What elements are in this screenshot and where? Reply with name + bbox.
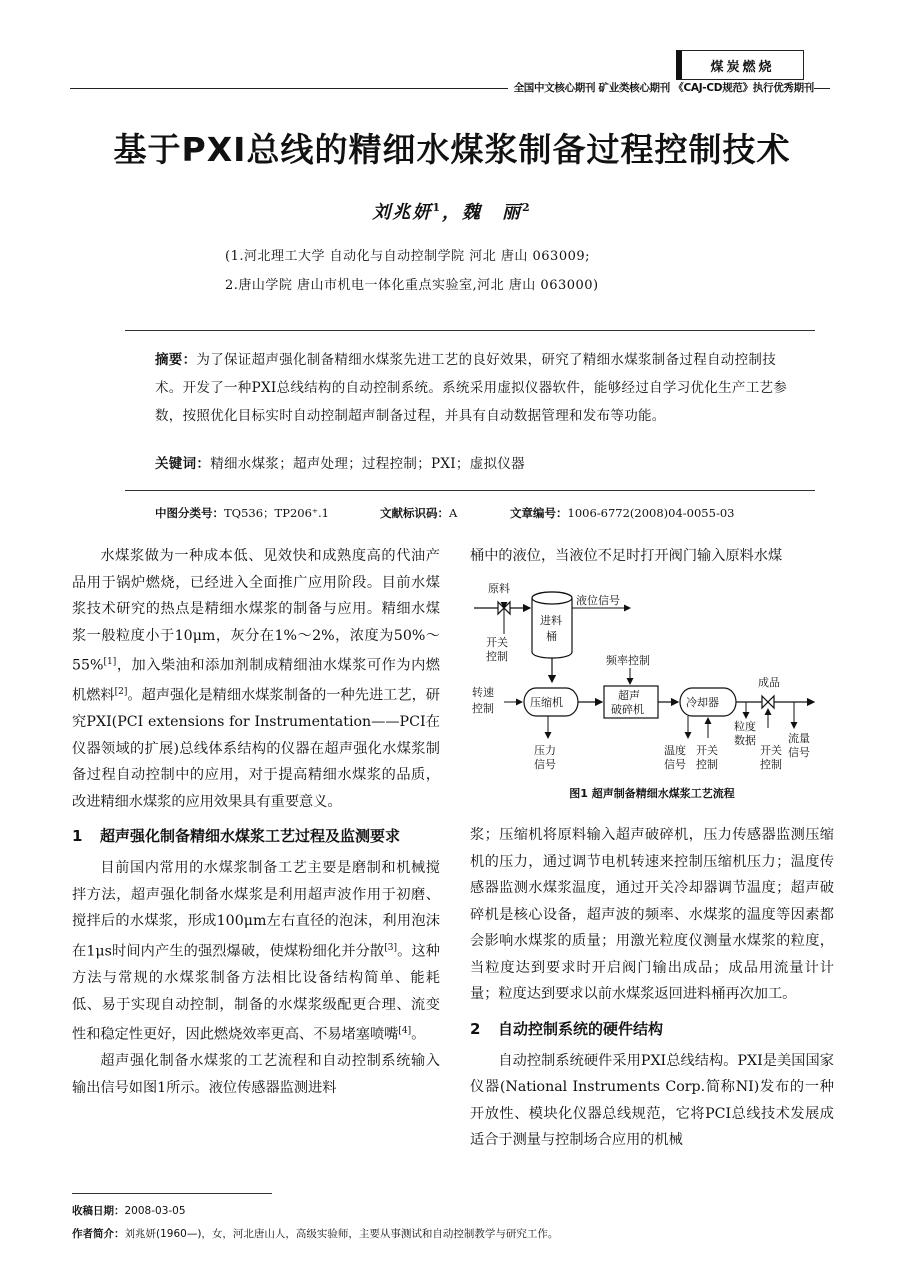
figure-caption: 图1 超声制备精细水煤浆工艺流程: [569, 787, 735, 800]
label-product: 成品: [758, 676, 780, 689]
svg-text:超声: 超声: [618, 689, 640, 702]
svg-text:信号: 信号: [534, 758, 556, 771]
footnote-rule: [72, 1193, 272, 1194]
citation: [3]: [384, 942, 397, 953]
author-bio: 作者简介：刘兆妍(1960—)，女，河北唐山人，高级实验师，主要从事测试和自动控制教学与研究工作。: [72, 1228, 559, 1240]
svg-text:桶: 桶: [546, 630, 557, 643]
svg-text:压缩机: 压缩机: [530, 696, 563, 709]
section-1-paragraph-2: 超声强化制备水煤浆的工艺流程和自动控制系统输入输出信号如图1所示。液位传感器监测进料: [72, 1053, 440, 1096]
keywords-label: 关键词：: [155, 456, 211, 472]
journal-line: 全国中文核心期刊 矿业类核心期刊 《CAJ-CD规范》执行优秀期刊: [508, 80, 814, 95]
svg-text:温度: 温度: [664, 744, 686, 757]
svg-text:破碎机: 破碎机: [611, 703, 644, 716]
svg-text:压力: 压力: [534, 744, 556, 757]
abstract-text: 为了保证超声强化制备精细水煤浆先进工艺的良好效果，研究了精细水煤浆制备过程自动控制技术。开发了一种PXI总线结构的自动控制系统。系统采用虚拟仪器软件，能够经过自学习优化生产工艺参数，按照优化目标实时自动控制超声制备过程，并具有自动数据管理和发布等功能。: [155, 352, 788, 424]
affiliation-2: 2.唐山学院 唐山市机电一体化重点实验室,河北 唐山 063000): [225, 278, 599, 293]
section-2-heading: 2 自动控制系统的硬件结构: [470, 1019, 664, 1038]
label-freq-ctrl: 频率控制: [606, 654, 650, 667]
abstract-label: 摘要：: [155, 352, 197, 368]
clc-code: 中图分类号：TQ536；TP206⁺.1: [155, 506, 329, 520]
left-column: [72, 543, 440, 1101]
citation: [2]: [114, 687, 128, 698]
svg-text:控制: 控制: [486, 650, 508, 663]
keywords-text: 精细水煤浆；超声处理；过程控制；PXI；虚拟仪器: [210, 456, 525, 472]
keywords: [155, 452, 525, 472]
author-2-affil: 2: [522, 201, 532, 214]
svg-text:控制: 控制: [696, 758, 718, 771]
svg-text:控制: 控制: [472, 702, 494, 715]
svg-text:信号: 信号: [664, 758, 686, 771]
process-flow-diagram: [470, 578, 834, 778]
section-1-heading: 1 超声强化制备精细水煤浆工艺过程及监测要求: [72, 827, 401, 846]
right-column: [470, 822, 834, 1154]
author-2: 魏 丽: [462, 202, 522, 223]
label-level-signal: 液位信号: [576, 594, 620, 607]
continued-paragraph: 桶中的液位，当液位不足时打开阀门输入原料水煤: [470, 548, 783, 564]
svg-text:转速: 转速: [472, 686, 494, 699]
article-id: 文章编号：1006-6772(2008)04-0055-03: [510, 506, 735, 520]
section-2-paragraph: 自动控制系统硬件采用PXI总线结构。PXI是美国国家仪器(National Instruments Corp.简称NI)发布的一种开放性、模块化仪器总线规范，它将PCI总线技术发展成适合于测量与控制场合应用的机械: [470, 1052, 834, 1148]
svg-text:信号: 信号: [788, 746, 810, 759]
intro-paragraph: 水煤浆做为一种成本低、见效快和成熟度高的代油产品用于锅炉燃烧，已经进入全面推广应用阶段。目前水煤浆技术研究的热点是精细水煤浆的制备与应用。精细水煤浆一般粒度小于10μm，灰分在1%～2%，浓度为50%～55%[1]，加入柴油和添加剂制成精细油水煤浆可作为内燃机燃料[2]。超声强化是精细水煤浆制备的一种先进工艺，研究PXI(PCI extensions for Instrumentation——PCI在仪器领域的扩展)总线体系结构的仪器在超声强化水煤浆制备过程自动控制中的应用，对于提高精细水煤浆的品质，改进精细水煤浆的应用效果具有重要意义。: [72, 548, 440, 810]
abstract-top-rule: [125, 330, 815, 331]
outlet-valve-icon: [762, 696, 774, 708]
section-tag: 煤炭燃烧: [676, 50, 804, 80]
svg-text:开关: 开关: [696, 744, 718, 757]
affiliation-1: (1.河北理工大学 自动化与自动控制学院 河北 唐山 063009;: [225, 249, 591, 264]
svg-text:冷却器: 冷却器: [686, 696, 719, 709]
author-separator: ，: [442, 202, 462, 223]
author-list: [0, 198, 904, 224]
figure-description-paragraph: 浆；压缩机将原料输入超声破碎机，压力传感器监测压缩机的压力，通过调节电机转速来控制压缩机压力；温度传感器监测水煤浆温度，通过开关冷却器调节温度；超声破碎机是核心设备，超声波的频率、水煤浆的温度等因素都会影响水煤浆的质量；用激光粒度仪测量水煤浆的粒度，当粒度达到要求时开启阀门输出成品；成品用流量计计量；粒度达到要求以前水煤浆返回进料桶再次加工。: [470, 827, 834, 1002]
author-1: 刘兆妍: [372, 202, 433, 223]
author-1-affil: 1: [432, 201, 442, 214]
paper-title: 基于PXI总线的精细水煤浆制备过程控制技术: [113, 130, 791, 169]
label-raw: 原料: [488, 582, 510, 595]
citation: [1]: [103, 657, 117, 667]
abstract-bottom-rule: [125, 490, 815, 491]
abstract: [155, 346, 795, 430]
svg-text:控制: 控制: [760, 758, 782, 771]
right-column-top: [470, 543, 834, 570]
doc-code: 文献标识码：A: [380, 506, 458, 520]
received-date: 收稿日期：2008-03-05: [72, 1205, 186, 1217]
citation: [4]: [398, 1026, 412, 1037]
svg-text:开关: 开关: [486, 636, 508, 649]
svg-text:进料: 进料: [540, 614, 562, 627]
svg-text:数据: 数据: [734, 734, 756, 747]
section-1-paragraph-1: 目前国内常用的水煤浆制备工艺主要是磨制和机械搅拌方法，超声强化制备水煤浆是利用超声波作用于初磨、搅拌后的水煤浆，形成100μm左右直径的泡沫，利用泡沫在1μs时间内产生的强烈爆破，使煤粉细化并分散[3]。这种方法与常规的水煤浆制备方法相比设备结构简单、能耗低、易于实现自动控制，制备的水煤浆级配更合理、流变性和稳定性更好，因此燃烧效率更高、不易堵塞喷嘴[4]。: [72, 860, 440, 1043]
svg-text:粒度: 粒度: [734, 720, 756, 733]
svg-text:流量: 流量: [788, 732, 810, 745]
svg-text:开关: 开关: [760, 744, 782, 757]
